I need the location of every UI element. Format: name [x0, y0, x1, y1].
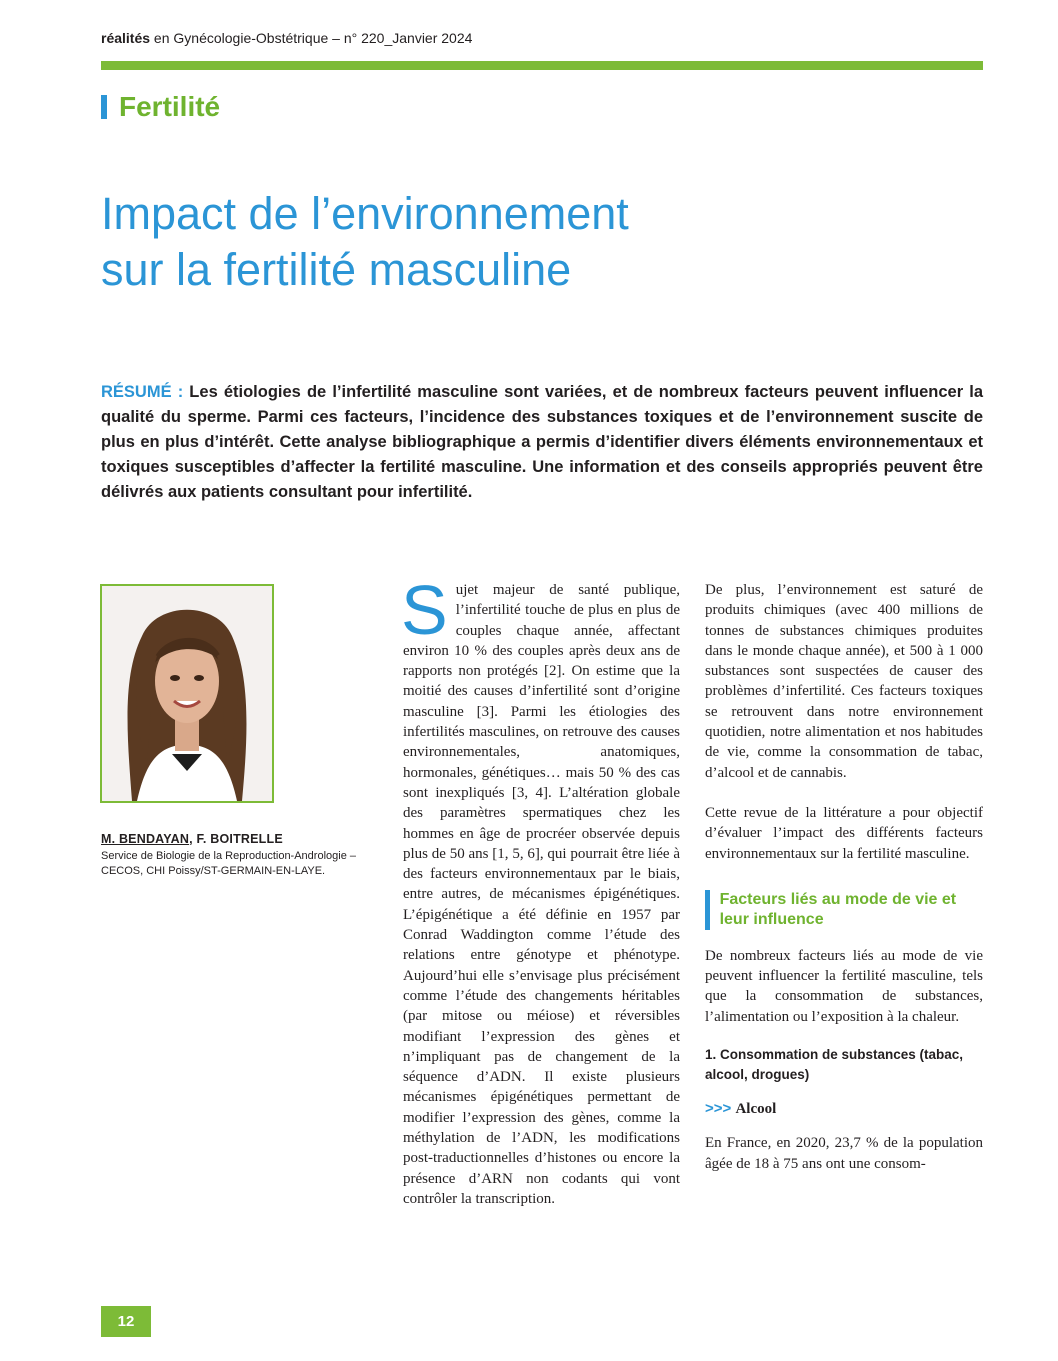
header-rule [101, 61, 983, 70]
paragraph-lifestyle: De nombreux facteurs liés au mode de vie peuvent influencer la fertilité masculine, tels que la consommation de substances, l’alimentation ou l’exposition à la chaleur. [705, 947, 983, 1025]
portrait-illustration [102, 586, 272, 801]
intro-text: ujet majeur de santé publique, l’infertilité touche de plus en plus de couples chaque année, affectant environ 10 % des couples après deux ans de rapports non protégés [2]. On estime que la moitié des causes d’infertilité sont d’origine masculine [3]. Parmi les étiologies des infertilités masculines, on retrouve des causes environnementales, anatomiques, hormonales, génétiques… mais 50 % des cas sont inexpliqués [3, 4]. L’altération globale des paramètres spermatiques chez les hommes en âge de procréer observée depuis plus de 50 ans [1, 5, 6], qui pourrait être liée à des facteurs environnementaux par le biais, entre autres, de mécanismes épigénétiques. L’épigénétique a été définie en 1957 par Conrad Waddington comme l’étude des relations entre génotype et phénotype. Aujourd’hui elle s’envisage plus précisément comme l’étude des changements héritables (par mitose ou méiose) et réversibles modifiant l’expression des gènes et n’impliquant pas de changement de la séquence d’ADN. Il existe plusieurs mécanismes épigénétiques permettant de modifier l’expression des gènes, comme la méthylation de l’ADN, les modifications post-traductionnelles d’histones ou encore la présence d’ARN non codants qui vont contrôler la transcription. [403, 582, 680, 1207]
author-photo [100, 584, 274, 803]
body-column-1 [401, 571, 680, 1209]
section-marker [101, 95, 107, 119]
body-column-2 [705, 580, 983, 1174]
author-affiliation: Service de Biologie de la Reproduction-Andrologie – CECOS, CHI Poissy/ST-GERMAIN-EN-LAYE. [101, 850, 356, 877]
subheading-marker [705, 890, 710, 930]
dropcap: S [401, 571, 448, 649]
article-title [101, 186, 901, 298]
running-head [101, 30, 472, 46]
author-main: M. BENDAYAN [101, 832, 190, 846]
subheading-substances: 1. Consommation de substances (tabac, alcool, drogues) [705, 1047, 964, 1083]
authors-block [101, 832, 381, 879]
section-tag [101, 90, 220, 124]
subheading-alcohol [705, 1099, 983, 1119]
paragraph-alcohol: En France, en 2020, 23,7 % de la population âgée de 18 à 75 ans ont une consom- [705, 1135, 983, 1172]
journal-issue: en Gynécologie-Obstétrique – n° 220_Janvier 2024 [150, 30, 473, 46]
intro-paragraph [401, 571, 680, 1209]
page-number: 12 [101, 1306, 151, 1337]
title-line-1: Impact de l’environnement [101, 188, 629, 239]
section-label: Fertilité [119, 91, 221, 122]
abstract [101, 380, 983, 505]
paragraph-chemicals: De plus, l’environnement est saturé de produits chimiques (avec 400 millions de tonnes de substances chimiques produites dans le monde chaque année), et 500 à 1 000 substances sont suspectées de causer des problèmes d’infertilité. Ces facteurs toxiques se retrouvent dans notre environnement quotidien, notre alimentation et nos habitudes de vie, comme la consommation de tabac, d’alcool et de cannabis. [705, 582, 983, 781]
abstract-label: RÉSUMÉ : [101, 383, 184, 401]
paragraph-objective: Cette revue de la littérature a pour objectif d’évaluer l’impact des différents facteurs environnementaux sur la fertilité masculine. [705, 804, 983, 862]
subheading-arrows: >>> [705, 1100, 736, 1118]
title-line-2: sur la fertilité masculine [101, 244, 572, 295]
journal-brand: réalités [101, 30, 151, 46]
subheading-alcohol-text: Alcool [735, 1101, 777, 1118]
abstract-text: Les étiologies de l’infertilité masculine sont variées, et de nombreux facteurs peuvent influencer la qualité du sperme. Parmi ces facteurs, l’incidence des substances toxiques et de l’environnement suscite de plus en plus d’intérêt. Cette analyse bibliographique a permis d’identifier divers éléments environnementaux et toxiques susceptibles d’affecter la fertilité masculine. Une information et des conseils appropriés peuvent être délivrés aux patients consultant pour infertilité. [101, 383, 984, 501]
author-names [101, 832, 381, 846]
subheading-lifestyle [705, 890, 983, 930]
author-others: , F. BOITRELLE [189, 832, 283, 846]
subheading-lifestyle-text: Facteurs liés au mode de vie et leur influence [719, 890, 957, 928]
